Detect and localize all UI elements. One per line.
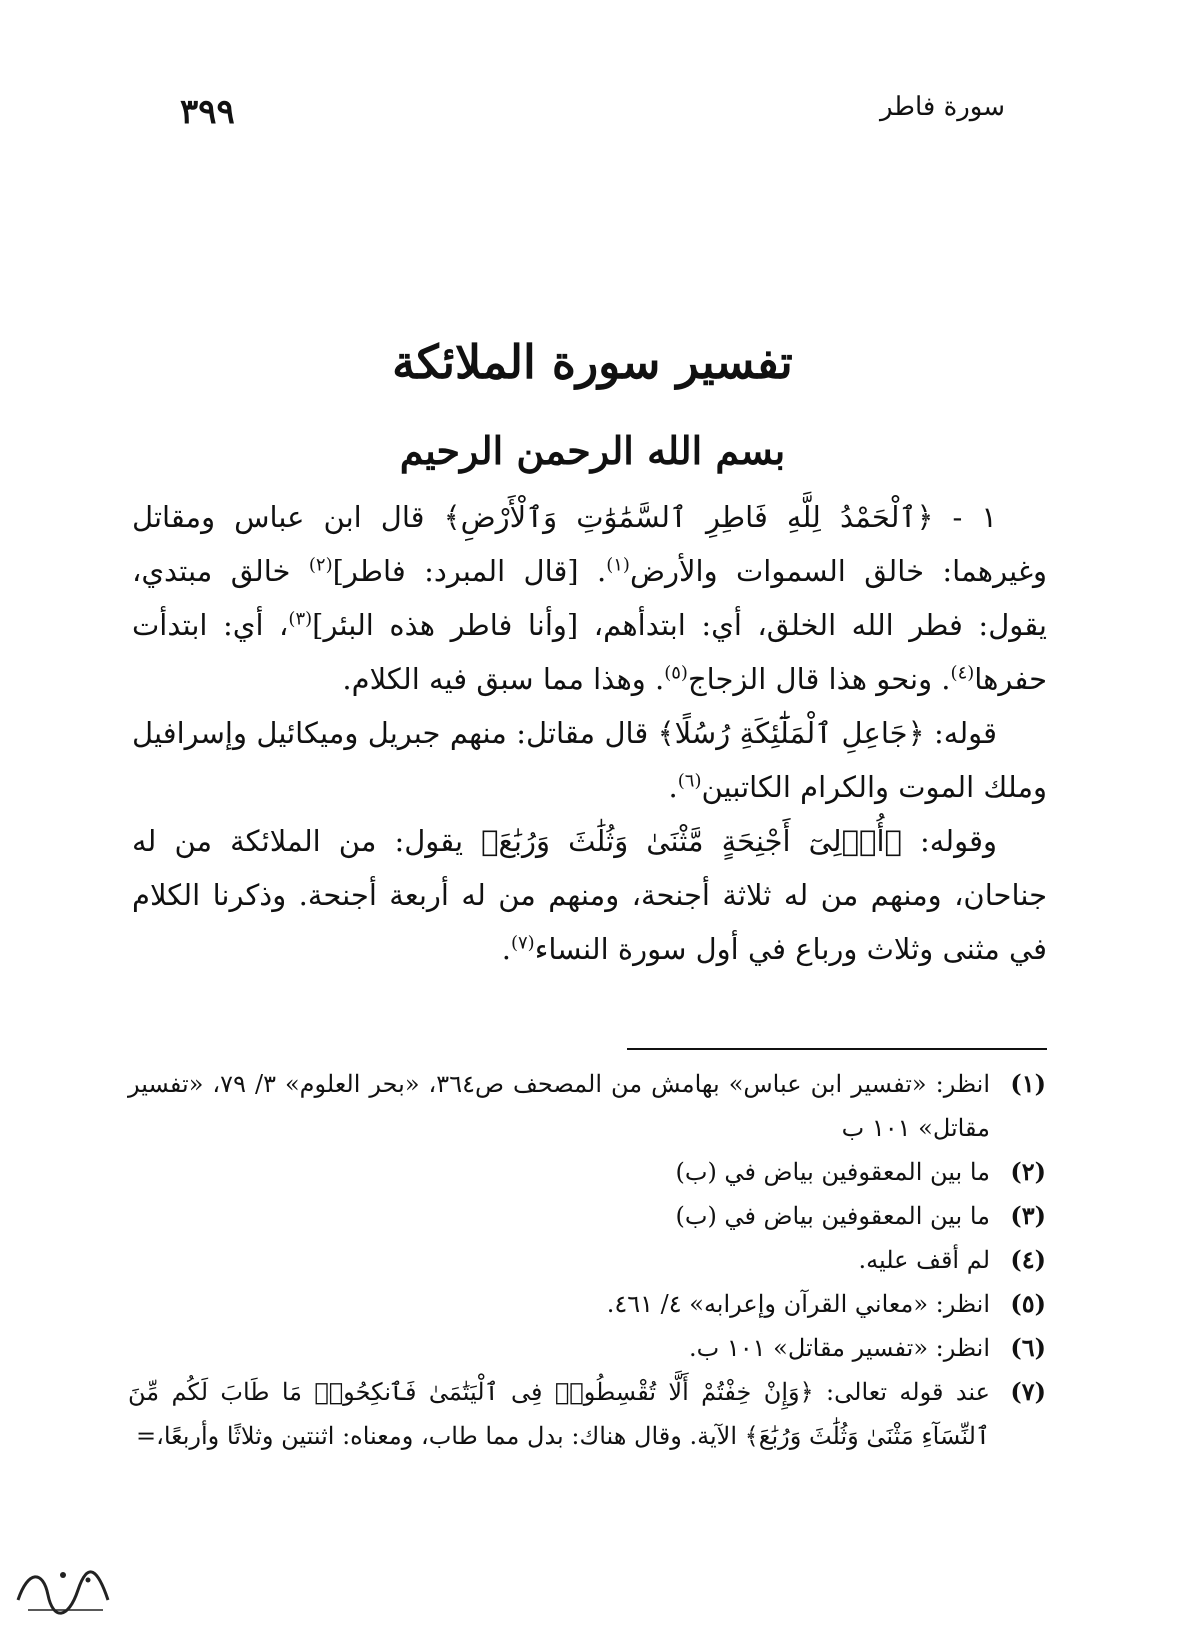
quran-quote: ﴿جَاعِلِ ٱلْمَلَٰٓئِكَةِ رُسُلًا﴾ — [657, 716, 925, 750]
footnote-number: (٦) — [1010, 1333, 1046, 1362]
footnote — [128, 1282, 1046, 1326]
footnote-text: عند قوله تعالى: ﴿وَإِنْ خِفْتُمْ أَلَّا تُقْسِطُوا۟ فِى ٱلْيَتَٰمَىٰ فَٱنكِحُوا۟ مَا طَابَ لَكُم مِّنَ ٱلنِّسَآءِ مَثْنَىٰ وَثُلَٰثَ وَرُبَٰعَ﴾ الآية. وقال هناك: بدل مما طاب، ومعناه: اثنتين وثلاثًا وأربعًا،= — [128, 1378, 990, 1450]
main-text — [132, 490, 1047, 976]
footnote — [128, 1326, 1046, 1370]
verse-number: ١ - — [933, 500, 997, 534]
footnote-text: انظر: «تفسير ابن عباس» بهامش من المصحف ص٣٦٤، «بحر العلوم» ٣/ ٧٩، «تفسير مقاتل» ١٠١ ب — [128, 1070, 990, 1142]
paragraph-2 — [132, 706, 1047, 814]
footnote-number: (٢) — [1010, 1157, 1046, 1186]
footnote-number: (١) — [1010, 1069, 1046, 1098]
paragraph-text: . — [501, 932, 511, 966]
footnote-text: انظر: «معاني القرآن وإعرابه» ٤/ ٤٦١. — [606, 1290, 990, 1318]
paragraph-text: قال مقاتل: منهم جبريل وميكائيل وإسرافيل وملك الموت والكرام الكاتبين — [132, 716, 1047, 804]
footnote-text: ما بين المعقوفين بياض في (ب) — [675, 1158, 990, 1186]
running-header — [180, 92, 1005, 132]
footnote — [128, 1370, 1046, 1458]
footnote-marker[interactable]: (١) — [606, 554, 630, 576]
paragraph-text: ، أي: ابتدأت حفرها — [132, 608, 1047, 696]
footnote-marker[interactable]: (٤) — [950, 662, 975, 684]
footnote — [128, 1062, 1046, 1150]
footnote-marker[interactable]: (٦) — [677, 770, 702, 792]
watermark-logo — [8, 1550, 118, 1630]
paragraph-text: خالق مبتدي، يقول: فطر الله الخلق، أي: ابتدأهم، [وأنا فاطر هذه البئر] — [132, 554, 1047, 642]
footnotes — [128, 1062, 1046, 1458]
paragraph-text: وقوله: — [901, 824, 997, 858]
footnote-marker[interactable]: (٣) — [288, 608, 313, 630]
paragraph-text: . [قال المبرد: فاطر] — [332, 554, 607, 588]
footnote-marker[interactable]: (٢) — [308, 554, 333, 576]
surah-running-title: سورة فاطر — [879, 92, 1005, 122]
paragraph-3 — [132, 814, 1047, 976]
footnote-number: (٣) — [1010, 1201, 1046, 1230]
footnote — [128, 1238, 1046, 1282]
footnote-number: (٥) — [1010, 1289, 1046, 1318]
chapter-title: تفسير سورة الملائكة — [392, 335, 793, 389]
paragraph-text: قوله: — [924, 716, 997, 750]
footnote — [128, 1150, 1046, 1194]
footnote — [128, 1194, 1046, 1238]
footnote-separator — [627, 1048, 1047, 1050]
basmala-heading: بسم الله الرحمن الرحيم — [399, 428, 786, 473]
quran-quote: ﴿أُو۟لِىٓ أَجْنِحَةٍ مَّثْنَىٰ وَثُلَٰثَ وَرُبَٰعَ﴾ — [481, 824, 902, 858]
footnote-text: لم أقف عليه. — [858, 1246, 990, 1274]
paragraph-text: . وهذا مما سبق فيه الكلام. — [342, 662, 665, 696]
footnote-marker[interactable]: (٥) — [664, 662, 688, 684]
footnote-text: ما بين المعقوفين بياض في (ب) — [675, 1202, 990, 1230]
footnote-text: انظر: «تفسير مقاتل» ١٠١ ب. — [688, 1334, 990, 1362]
paragraph-text: قال ابن عباس ومقاتل وغيرهما: خالق السموات والأرض — [132, 500, 1047, 588]
paragraph-text: يقول: من الملائكة من له جناحان، ومنهم من له ثلاثة أجنحة، ومنهم من له أربعة أجنحة. وذكرنا الكلام في مثنى وثلاث ورباع في أول سورة النساء — [132, 824, 1047, 966]
quran-quote: ﴿ٱلْحَمْدُ لِلَّهِ فَاطِرِ ٱلسَّمَٰوَٰتِ وَٱلْأَرْضِ﴾ — [443, 500, 934, 534]
footnote-number: (٤) — [1010, 1245, 1046, 1274]
paragraph-text: . — [668, 770, 678, 804]
page-number: ٣٩٩ — [180, 92, 235, 132]
footnote-number: (٧) — [1010, 1377, 1046, 1406]
footnote-marker[interactable]: (٧) — [510, 932, 535, 954]
paragraph-1 — [132, 490, 1047, 706]
paragraph-text: . ونحو هذا قال الزجاج — [687, 662, 951, 696]
